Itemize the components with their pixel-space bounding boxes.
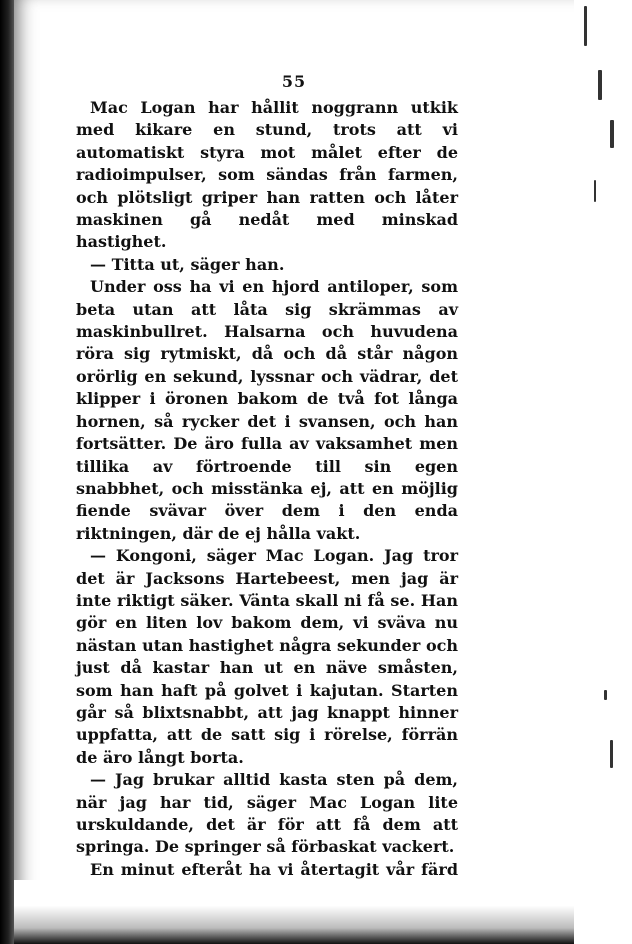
scan-artifact [610,120,614,148]
scan-artifact [584,6,587,46]
paragraph-4: — Kongoni, säger Mac Logan. Jag tror det är Jacksons Hartebeest, men jag är inte riktigt säker. Vänta skall ni få se. Han gör en liten lov bakom dem, vi sväva nu nästan utan hastighet några sekunder och just då kastar han ut en näve småsten, som han haft på golvet i kajutan. Starten går så blixtsnabbt, att jag knappt hinner uppfatta, att de satt sig i rörelse, förrän de äro långt borta. [76,546,458,767]
scan-artifact [594,180,596,202]
book-page [14,0,574,912]
paragraph-2: — Titta ut, säger han. [90,254,285,274]
paragraph-5: — Jag brukar alltid kasta sten på dem, när jag har tid, säger Mac Logan lite urskuldande, det är för att få dem att springa. De springer så förbaskat vackert. [76,770,458,857]
paragraph-3: Under oss ha vi en hjord antiloper, som beta utan att låta sig skrämmas av maskinbullret. Halsarna och huvudena röra sig rytmiskt, då och då står någon orörlig en sekund, lyssnar och vädrar, det klipper i öronen bakom de två fot långa hornen, så rycker det i svansen, och han fortsätter. De äro fulla av vaksamhet men tillika av förtroende till sin egen snabbhet, och misstänka ej, att en möjlig fiende svävar över dem i den enda riktningen, där de ej hålla vakt. [76,277,458,543]
page-number: 55 [281,72,307,91]
paragraph-6: En minut efteråt ha vi återtagit vår färd [90,859,458,879]
page-body-text [76,97,458,904]
paragraph-1: Mac Logan har hållit noggrann utkik med kikare en stund, trots att vi automatiskt styra mot målet efter de radioimpulser, som sändas från farmen, och plötsligt griper han ratten och låter maskinen gå nedåt med minskad hastighet. [76,98,458,252]
book-spine-shadow [0,0,14,944]
scan-artifact [598,70,602,100]
page-bottom-edge [14,880,574,944]
scan-artifact [610,740,613,768]
scan-artifact [604,690,607,700]
scan-right-margin [574,0,632,944]
